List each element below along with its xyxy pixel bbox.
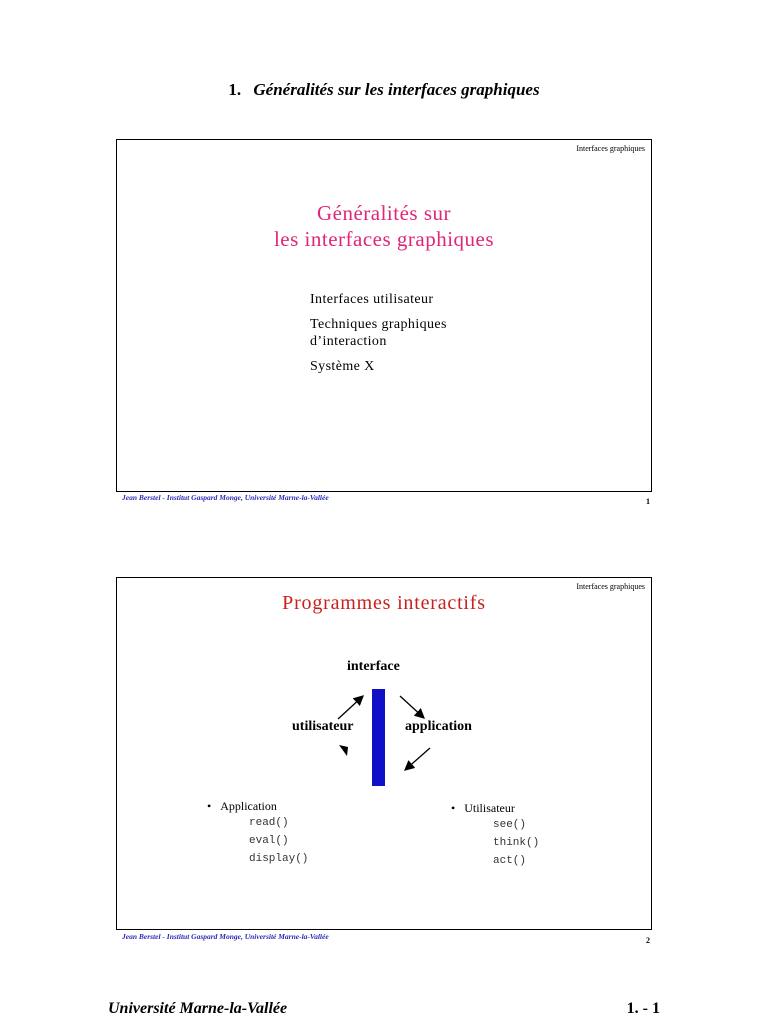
utilisateur-heading: Utilisateur bbox=[464, 801, 515, 815]
slide-2-footer: Jean Berstel - Institut Gaspard Monge, Université Marne-la-Vallée bbox=[122, 932, 329, 941]
application-column bbox=[207, 799, 308, 868]
slide-1-list bbox=[310, 291, 447, 383]
list-item: Interfaces utilisateur bbox=[310, 292, 434, 307]
heading-title: Généralités sur les interfaces graphiques bbox=[253, 80, 540, 99]
page-heading bbox=[0, 80, 768, 100]
slide-1-title-line-1: Généralités sur bbox=[316, 201, 452, 225]
code-line: eval() bbox=[249, 835, 289, 847]
list-item: Techniques graphiques bbox=[310, 317, 447, 332]
arrow-user-to-interface bbox=[338, 696, 363, 719]
utilisateur-column bbox=[451, 801, 539, 870]
bullet: • bbox=[207, 799, 212, 813]
label-utilisateur: utilisateur bbox=[292, 719, 354, 734]
heading-number: 1. bbox=[228, 80, 242, 99]
interaction-diagram bbox=[117, 578, 651, 929]
application-heading: Application bbox=[220, 799, 277, 813]
page-number-footer: 1. - 1 bbox=[626, 1000, 660, 1017]
university-footer: Université Marne-la-Vallée bbox=[108, 1000, 288, 1017]
code-line: read() bbox=[249, 817, 289, 829]
code-line: think() bbox=[493, 837, 540, 849]
code-line: display() bbox=[249, 853, 309, 865]
slide-1-corner-label: Interfaces graphiques bbox=[576, 144, 645, 153]
slide-1-title bbox=[117, 200, 651, 252]
label-interface: interface bbox=[347, 659, 400, 674]
slide-1-title-line-2: les interfaces graphiques bbox=[273, 227, 495, 251]
slide-1-page-number: 1 bbox=[646, 497, 650, 506]
arrow-app-to-interface bbox=[405, 748, 430, 770]
slide-2-corner-label: Interfaces graphiques bbox=[576, 582, 645, 591]
code-line: see() bbox=[493, 819, 527, 831]
list-item: Système X bbox=[310, 359, 375, 374]
list-item: d’interaction bbox=[310, 334, 387, 349]
slide-1 bbox=[116, 139, 652, 492]
bullet: • bbox=[451, 801, 456, 815]
slide-2 bbox=[116, 577, 652, 930]
slide-2-page-number: 2 bbox=[646, 936, 650, 945]
slide-2-title: Programmes interactifs bbox=[282, 592, 486, 614]
slide-1-footer: Jean Berstel - Institut Gaspard Monge, Université Marne-la-Vallée bbox=[122, 493, 329, 502]
label-application: application bbox=[405, 719, 472, 734]
arrow-interface-to-user bbox=[339, 745, 348, 756]
code-line: act() bbox=[493, 855, 527, 867]
arrow-interface-to-app bbox=[400, 696, 424, 718]
interface-bar bbox=[372, 689, 385, 786]
